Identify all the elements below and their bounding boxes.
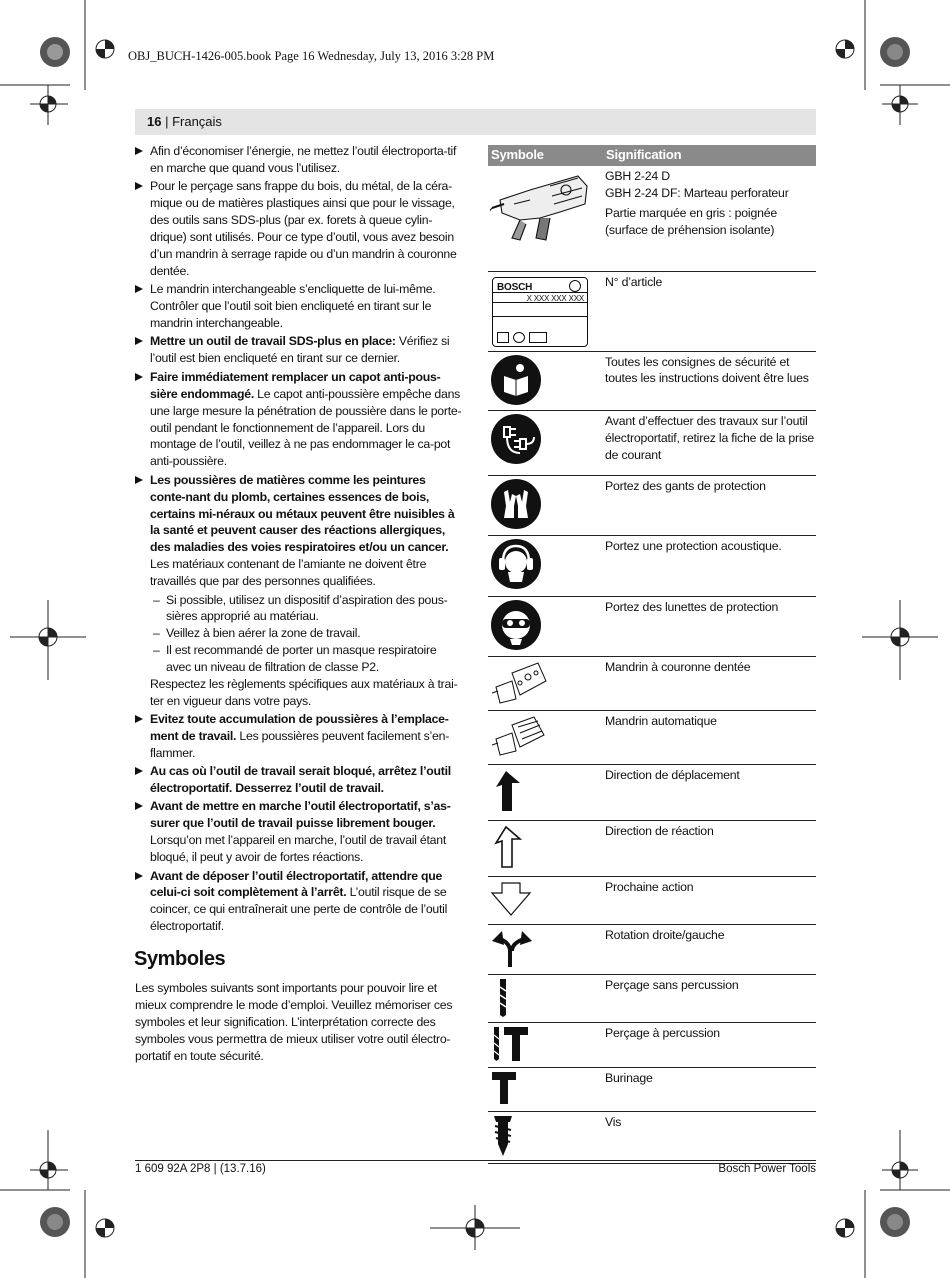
item-text: Le mandrin interchangeable s’encliquette de lui-même. Contrôler que l’outil soit bien encliqueté en tirant sur le mandrin interchangeable. <box>150 282 436 331</box>
meaning-cell: Direction de déplacement <box>603 765 816 821</box>
footer-divider <box>135 1160 816 1161</box>
unplug-icon <box>490 413 542 465</box>
meaning-cell: Portez des gants de protection <box>603 476 816 536</box>
item-bold: Faire immédiatement remplacer un capot anti-pous-sière endommagé. <box>150 369 441 401</box>
list-item <box>135 369 463 470</box>
ear-protection-icon <box>490 538 542 590</box>
symbol-cell <box>488 924 603 974</box>
table-row <box>488 1022 816 1068</box>
table-row <box>488 1112 816 1164</box>
plate-brand: BOSCH <box>497 281 533 293</box>
screw-icon <box>490 1114 520 1158</box>
footer-left: 1 609 92A 2P8 | (13.7.16) <box>135 1163 266 1175</box>
meaning-cell: Perçage sans percussion <box>603 974 816 1022</box>
triangle-bullet-icon <box>135 285 143 293</box>
symbol-cell <box>488 536 603 597</box>
list-item <box>135 798 463 866</box>
meaning-cell: Vis <box>603 1112 816 1164</box>
meaning-cell <box>603 166 816 271</box>
table-row <box>488 166 816 271</box>
plate-number: X XXX XXX XXX <box>526 293 584 303</box>
meaning-cell: Perçage à percussion <box>603 1022 816 1068</box>
symbol-cell <box>488 166 603 271</box>
keyed-chuck-icon <box>490 659 550 705</box>
symbol-cell <box>488 974 603 1022</box>
symbol-cell <box>488 351 603 411</box>
meaning-cell: Toutes les consignes de sécurité et toutes les instructions doivent être lues <box>603 351 816 411</box>
list-item <box>135 711 463 762</box>
hammer-drill-icon <box>490 168 590 248</box>
list-item <box>135 763 463 797</box>
left-column <box>135 143 463 1065</box>
table-row <box>488 820 816 876</box>
list-item <box>135 178 463 279</box>
chiselling-icon <box>490 1070 520 1106</box>
symbol-cell <box>488 1068 603 1112</box>
item-text: Le capot anti-poussière empêche dans une large mesure la pénétration de poussière dans le porte-outil pendant le fonctionnement de l’appareil. Lors du montage de l’outil, veillez à ne pas endommager le ca-pot anti-poussière. <box>150 386 462 469</box>
item-bold: Avant de mettre en marche l’outil électroportatif, s’as-surer que l’outil de travail puisse librement bouger. <box>150 799 451 831</box>
triangle-bullet-icon <box>135 767 143 775</box>
keyless-chuck-icon <box>490 713 550 759</box>
drill-bit-icon <box>490 977 520 1017</box>
table-row <box>488 536 816 597</box>
table-row <box>488 711 816 765</box>
item-text: Afin d’économiser l’énergie, ne mettez l’outil électroporta-tif en marche que quand vous l’utilisez. <box>150 144 457 175</box>
symbol-cell <box>488 1022 603 1068</box>
item-text: Lorsqu’on met l’appareil en marche, l’outil de travail étant bloqué, il peut y avoir de fortes réactions. <box>150 833 447 865</box>
meaning-cell: Mandrin automatique <box>603 711 816 765</box>
sub-item-text: Il est recommandé de porter un masque respiratoire avec un niveau de filtration de classe P2. <box>166 643 437 675</box>
triangle-bullet-icon <box>135 147 143 155</box>
rotation-icon <box>490 927 534 969</box>
item-text: L’outil risque de se coincer, ce qui entraînerait une perte de contrôle de l’outil électroportatif. <box>150 885 448 934</box>
symbol-cell <box>488 765 603 821</box>
meaning-line: GBH 2-24 DF: Marteau perforateur <box>605 185 789 200</box>
triangle-bullet-icon <box>135 802 143 810</box>
gloves-icon <box>490 478 542 530</box>
item-text: Vérifiez si l’outil est bien encliqueté en tirant sur ce dernier. <box>150 334 450 366</box>
triangle-bullet-icon <box>135 872 143 880</box>
list-item <box>135 333 463 367</box>
goggles-icon <box>490 599 542 651</box>
dash-bullet: – <box>153 592 160 607</box>
symbol-cell <box>488 657 603 711</box>
table-row <box>488 765 816 821</box>
read-manual-icon <box>490 354 542 406</box>
footer-right: Bosch Power Tools <box>718 1163 816 1175</box>
symbol-cell <box>488 271 603 351</box>
meaning-cell: Rotation droite/gauche <box>603 924 816 974</box>
meaning-cell: Portez des lunettes de protection <box>603 597 816 657</box>
meaning-line: Partie marquée en gris : poignée (surface de préhension isolante) <box>605 205 778 237</box>
triangle-bullet-icon <box>135 373 143 381</box>
sub-item <box>135 642 463 676</box>
dash-bullet: – <box>153 626 160 641</box>
item-bold: Evitez toute accumulation de poussières à l’emplace-ment de travail. <box>150 711 449 743</box>
print-header: OBJ_BUCH-1426-005.book Page 16 Wednesday, July 13, 2016 3:28 PM <box>128 49 495 63</box>
table-row <box>488 476 816 536</box>
triangle-bullet-icon <box>135 476 143 484</box>
hammer-drilling-icon <box>490 1025 530 1063</box>
symbol-cell <box>488 411 603 476</box>
item-bold: Avant de déposer l’outil électroportatif, attendre que celui-ci soit complètement à l’arrêt. <box>150 868 443 900</box>
meaning-cell: Mandrin à couronne dentée <box>603 657 816 711</box>
column-header-symbol: Symbole <box>488 145 603 166</box>
list-item <box>135 472 463 590</box>
meaning-cell: Portez une protection acoustique. <box>603 536 816 597</box>
sub-item <box>135 625 463 642</box>
table-row <box>488 876 816 924</box>
section-label: Français <box>172 114 222 129</box>
symbol-cell <box>488 711 603 765</box>
symbols-intro: Les symboles suivants sont importants pour pouvoir lire et mieux comprendre le mode d’emploi. Veuillez mémoriser ces symboles et leur signification. L’interprétation correcte des symboles vous permettra de mieux utiliser votre outil électro-portatif en toute sécurité. <box>135 981 453 1063</box>
table-row <box>488 1068 816 1112</box>
item-bold: Les poussières de matières comme les peintures conte-nant du plomb, certaines essences de bois, certains mi-néraux ou métaux peuvent être nuisibles à la santé et peuvent causer des réactions allergiques, des maladies des voies respiratoires et/ou un cancer. <box>150 472 455 555</box>
sub-item-text: Si possible, utilisez un dispositif d’aspiration des pous-sières approprié au matériau. <box>166 592 448 624</box>
arrow-down-icon <box>490 879 534 919</box>
symbol-cell <box>488 1112 603 1164</box>
meaning-cell: N° d’article <box>603 271 816 351</box>
page-header: 16 | Français <box>147 114 222 129</box>
item-bold: Mettre un outil de travail SDS-plus en place: <box>150 334 396 349</box>
sub-item <box>135 592 463 626</box>
list-item <box>135 143 463 177</box>
arrow-outline-icon <box>490 823 530 871</box>
symbol-cell <box>488 476 603 536</box>
column-header-meaning: Signification <box>603 145 816 166</box>
page-header-bar <box>135 109 816 135</box>
symbol-cell <box>488 820 603 876</box>
triangle-bullet-icon <box>135 182 143 190</box>
item-bold: Au cas où l’outil de travail serait bloqué, arrêtez l’outil électroportatif. Desserrez l’outil de travail. <box>150 764 451 796</box>
symbol-cell <box>488 597 603 657</box>
table-row <box>488 597 816 657</box>
item-text: Les poussières peuvent facilement s’en-flammer. <box>150 728 450 760</box>
item-text: Les matériaux contenant de l’amiante ne doivent être travaillés que par des personnes qualifiées. <box>150 557 427 589</box>
meaning-line: GBH 2-24 D <box>605 169 670 183</box>
list-item <box>135 868 463 936</box>
table-row <box>488 924 816 974</box>
sub-item-text: Veillez à bien aérer la zone de travail. <box>166 626 361 641</box>
item-text: Pour le perçage sans frappe du bois, du métal, de la céra-mique ou de matières plastiques ainsi que pour le vissage, des outils sans SDS-plus (par ex. forets à queue cylin-drique) sont utilisés. Pour ce type d’outil, vous avez besoin d’un mandrin à serrage rapide ou d’un mandrin à couronne dentée. <box>150 179 457 278</box>
table-row <box>488 271 816 351</box>
section-heading: Symboles <box>134 948 226 971</box>
table-row <box>488 974 816 1022</box>
dash-bullet: – <box>153 643 160 658</box>
table-row <box>488 657 816 711</box>
table-row <box>488 411 816 476</box>
symbol-cell <box>488 876 603 924</box>
list-item <box>135 281 463 332</box>
triangle-bullet-icon <box>135 337 143 345</box>
meaning-cell: Avant d’effectuer des travaux sur l’outil électroportatif, retirez la fiche de la prise de courant <box>603 411 816 476</box>
meaning-cell: Prochaine action <box>603 876 816 924</box>
meaning-cell: Direction de réaction <box>603 820 816 876</box>
table-row <box>488 351 816 411</box>
table-header-row <box>488 145 816 166</box>
arrow-filled-icon <box>490 767 530 815</box>
dust-note: Respectez les règlements spécifiques aux matériaux à trai-ter en vigueur dans votre pays. <box>150 677 458 708</box>
triangle-bullet-icon <box>135 715 143 723</box>
meaning-cell: Burinage <box>603 1068 816 1112</box>
nameplate-icon <box>492 277 588 347</box>
symbols-table <box>488 145 816 1164</box>
page-number: 16 <box>147 114 162 129</box>
